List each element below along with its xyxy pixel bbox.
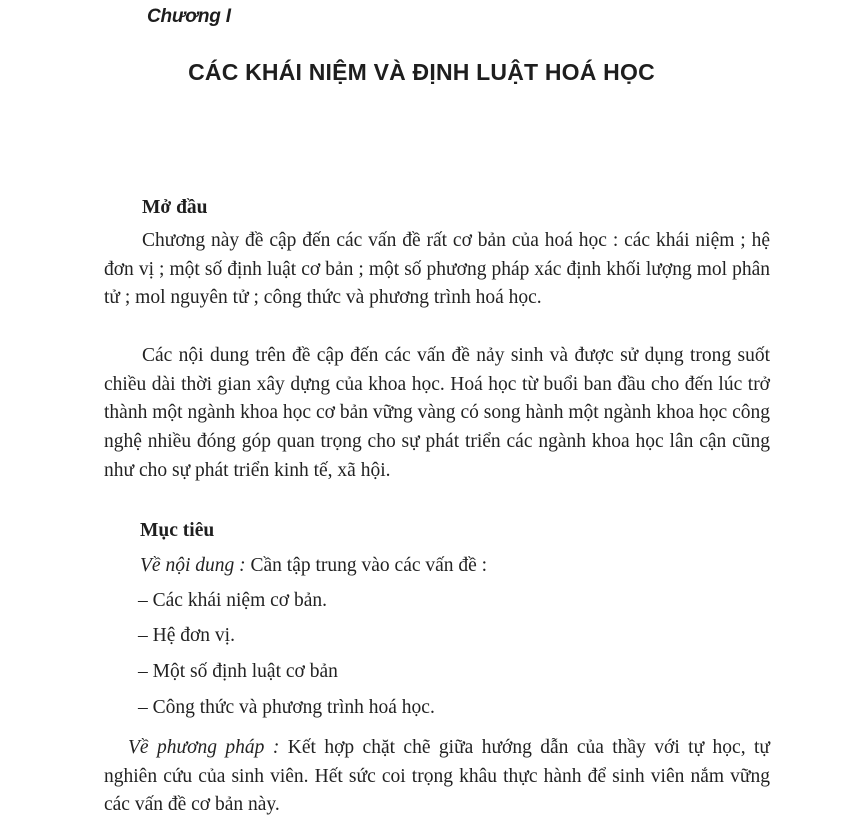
objective-item-3: – Một số định luật cơ bản	[138, 661, 338, 682]
intro-paragraph-1: Chương này đề cập đến các vấn đề rất cơ bản của hoá học : các khái niệm ; hệ đơn vị ; một số định luật cơ bản ; một số phương pháp xác định khối lượng mol phân tử ; mol nguyên tử ; công thức và phương trình hoá học.	[104, 230, 770, 309]
intro-paragraph-2: Các nội dung trên đề cập đến các vấn đề nảy sinh và được sử dụng trong suốt chiều dài thời gian xây dựng của khoa học. Hoá học từ buổi ban đầu cho đến lúc trở thành một ngành khoa học cơ bản vững vàng có song hành một ngành khoa học công nghệ nhiều đóng góp quan trọng cho sự phát triển các ngành khoa học lân cận cũng như cho sự phát triển kinh tế, xã hội.	[104, 345, 770, 481]
objective-item-2: – Hệ đơn vị.	[138, 625, 235, 646]
objective-item-1: – Các khái niệm cơ bản.	[138, 590, 328, 611]
method-label: Về phương pháp :	[128, 737, 280, 758]
chapter-title: CÁC KHÁI NIỆM VÀ ĐỊNH LUẬT HOÁ HỌC	[188, 59, 655, 85]
content-label: Về nội dung :	[140, 555, 246, 576]
objective-item-4: – Công thức và phương trình hoá học.	[138, 697, 435, 718]
method-text: Kết hợp chặt chẽ giữa hướng dẫn của thầy với tự học, tự nghiên cứu của sinh viên. Hết sức coi trọng khâu thực hành để sinh viên nắm vững các vấn đề cơ bản này.	[104, 737, 770, 815]
content-text: Cần tập trung vào các vấn đề :	[245, 555, 488, 576]
objectives-heading: Mục tiêu	[140, 520, 215, 541]
chapter-label: Chương I	[147, 6, 231, 27]
content-objective-line	[140, 555, 487, 577]
intro-heading: Mở đầu	[142, 197, 208, 218]
method-paragraph	[104, 734, 770, 820]
